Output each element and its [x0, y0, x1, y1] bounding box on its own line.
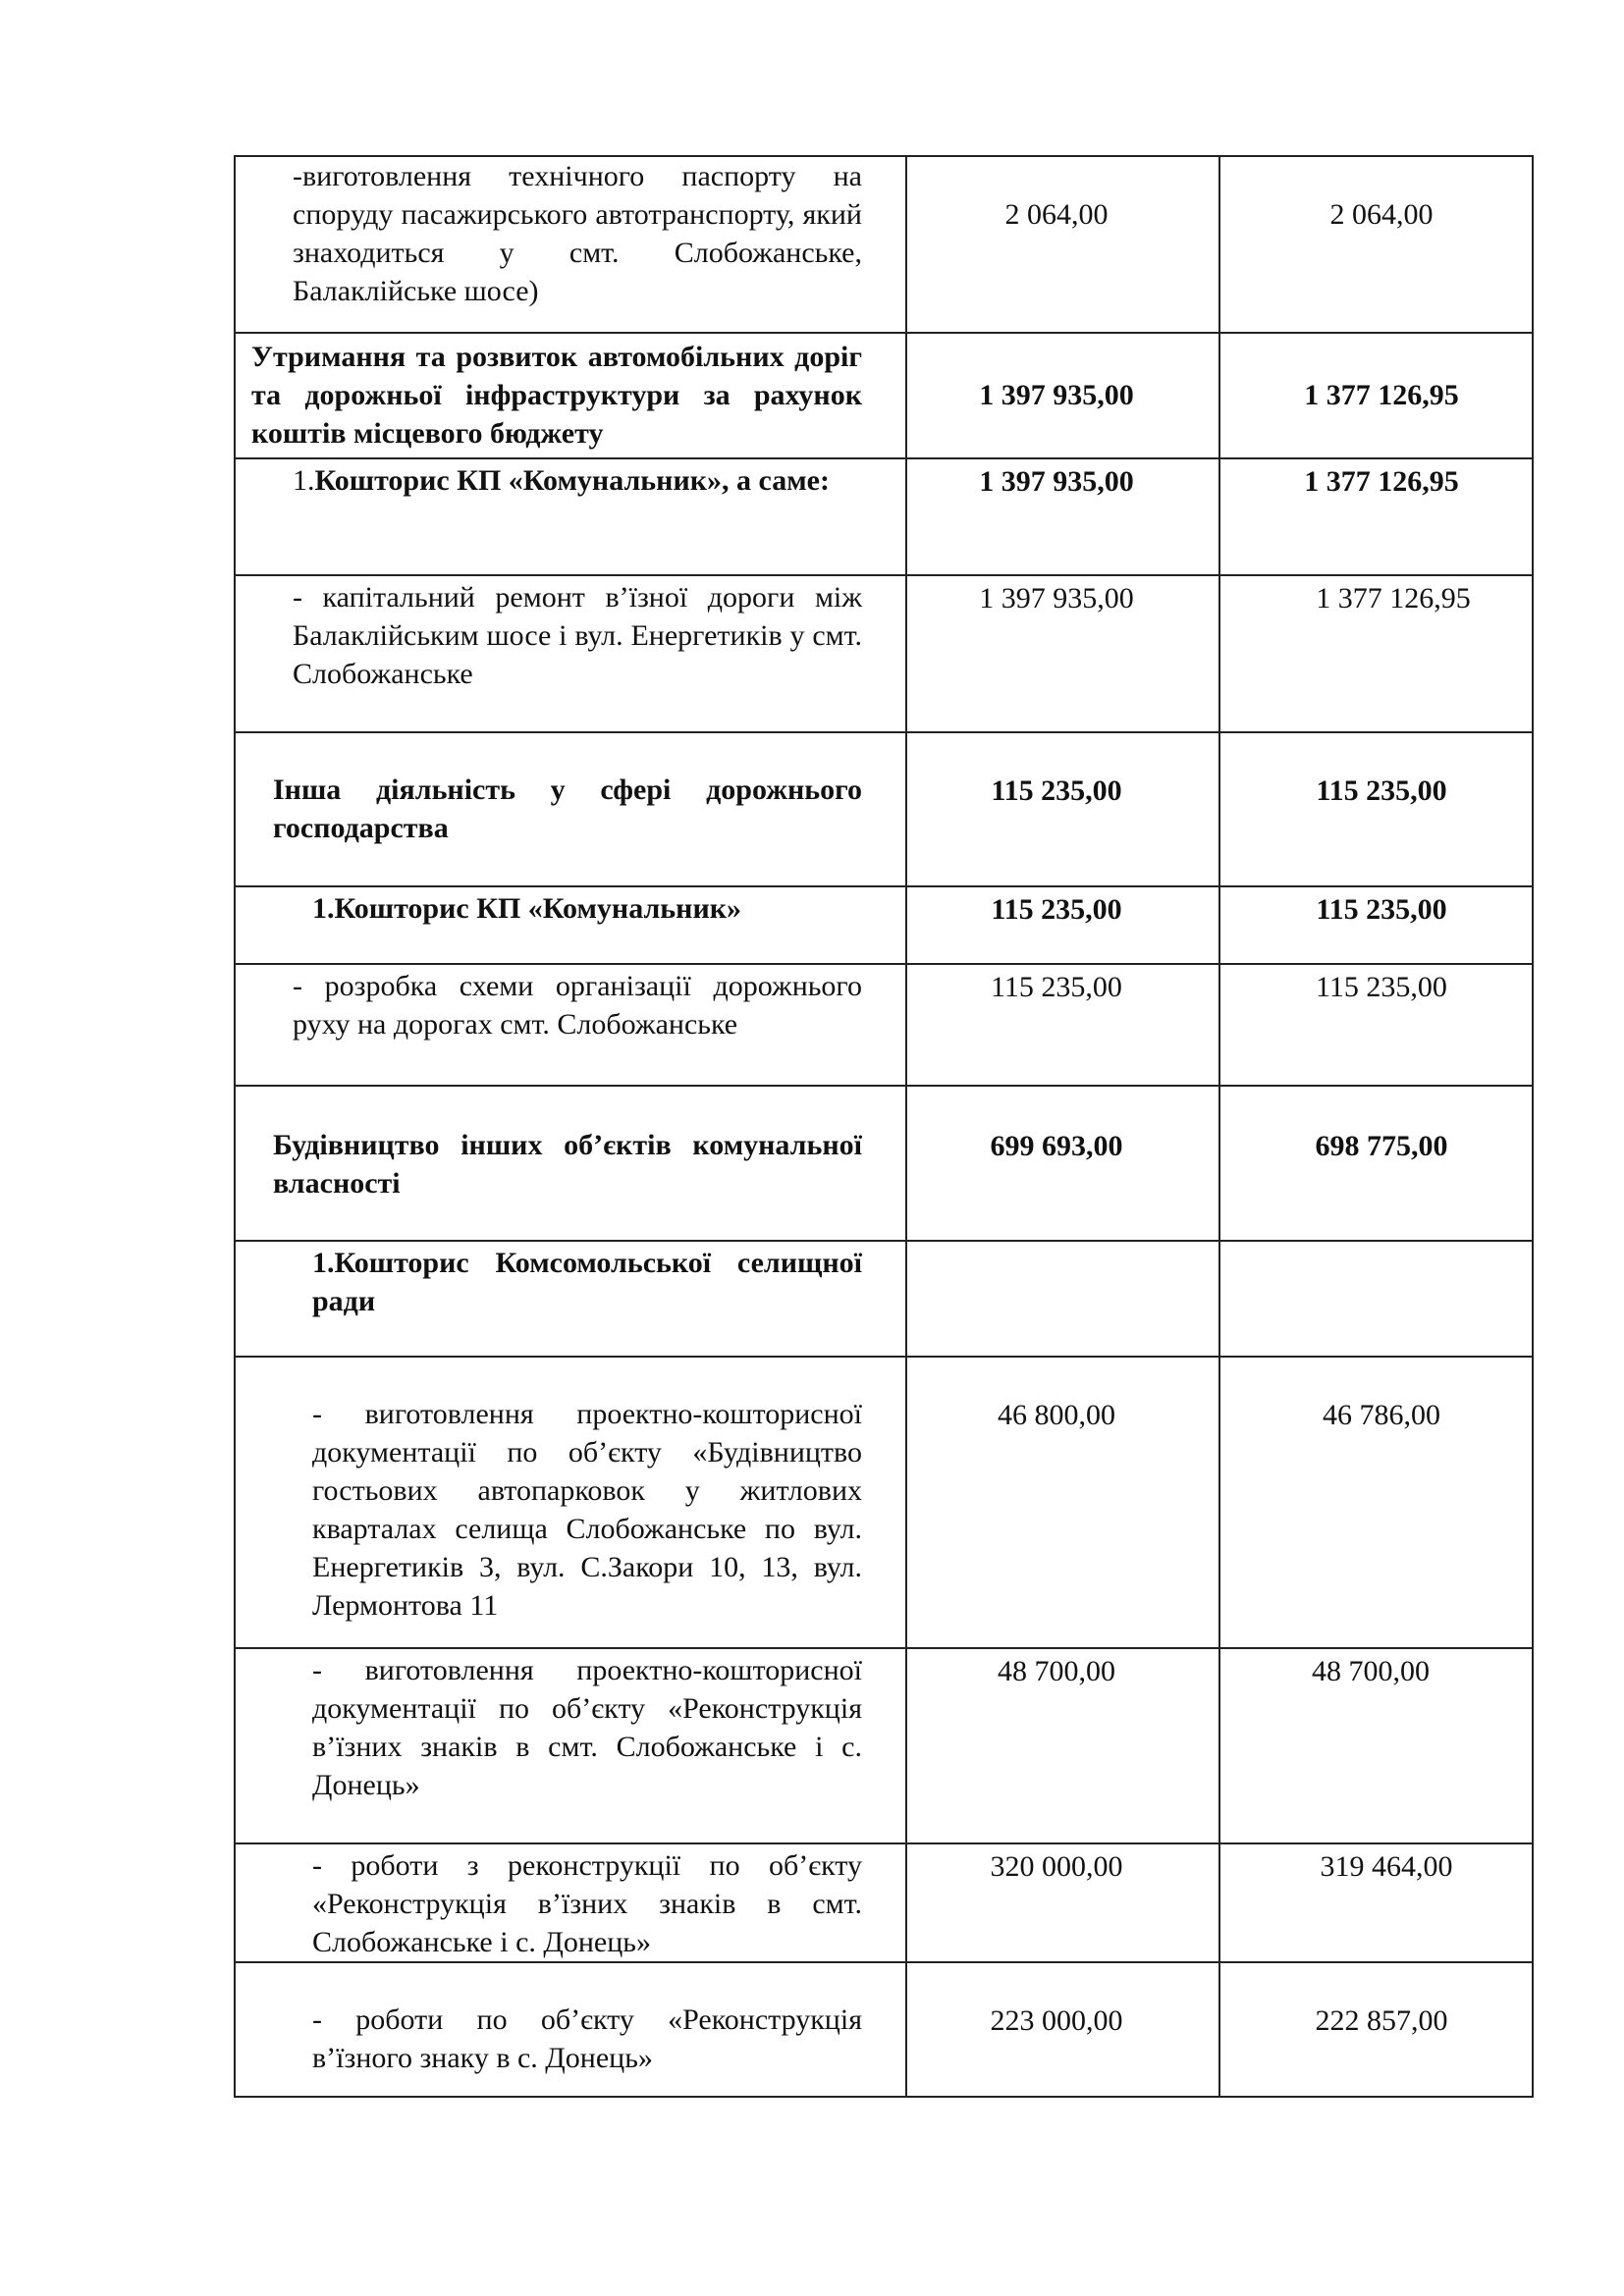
row-description: - роботи по об’єкту «Реконструкція в’їзного знаку в с. Донець» [312, 2003, 862, 2074]
plan-amount: 46 800,00 [998, 1399, 1115, 1431]
plan-amount-cell [906, 575, 1219, 732]
fact-amount-cell [1219, 1357, 1533, 1648]
table-row [235, 1357, 1533, 1648]
table-row [235, 886, 1533, 964]
row-description-cell [235, 886, 906, 964]
row-description-cell [235, 964, 906, 1086]
row-description: - розробка схеми організації дорожнього руху на дорогах смт. Слобожанське [293, 970, 862, 1041]
row-description-cell [235, 156, 906, 333]
row-description-cell [235, 732, 906, 886]
fact-amount: 48 700,00 [1312, 1655, 1430, 1687]
plan-amount-cell [906, 1357, 1219, 1648]
fact-amount-cell [1219, 1241, 1533, 1357]
section-heading: Інша діяльність у сфері дорожнього господарства [273, 774, 862, 844]
plan-amount-cell [906, 333, 1219, 458]
subsection-heading: 1.Кошторис Комсомольської селищної ради [312, 1247, 862, 1317]
fact-amount: 698 775,00 [1315, 1130, 1448, 1162]
section-heading: Утримання та розвиток автомобільних доріг та дорожньої інфраструктури за рахунок коштів місцевого бюджету [251, 341, 862, 450]
table-row [235, 1843, 1533, 1962]
subsection-heading [236, 459, 862, 500]
plan-amount-cell [906, 732, 1219, 886]
subsection-title: Кошторис КП «Комунальник», а саме: [314, 464, 830, 497]
section-heading: Будівництво інших об’єктів комунальної власності [273, 1129, 862, 1200]
table-row [235, 1648, 1533, 1843]
table-row [235, 575, 1533, 732]
table-row [235, 156, 1533, 333]
plan-amount-cell [906, 964, 1219, 1086]
row-description-cell [235, 1648, 906, 1843]
row-description-cell [235, 1241, 906, 1357]
table-row [235, 333, 1533, 458]
fact-amount-cell [1219, 333, 1533, 458]
plan-amount: 223 000,00 [990, 2004, 1123, 2037]
row-description-cell [235, 333, 906, 458]
table-row [235, 458, 1533, 575]
table-row [235, 1962, 1533, 2097]
table-row [235, 964, 1533, 1086]
fact-amount-cell [1219, 156, 1533, 333]
plan-amount-cell [906, 886, 1219, 964]
plan-amount: 1 397 935,00 [979, 465, 1134, 498]
row-description: - капітальний ремонт в’їзної дороги між Балаклійським шосе і вул. Енергетиків у смт. Слобожанське [293, 581, 862, 690]
row-description: - виготовлення проектно-кошторисної документації по об’єкту «Будівництво гостьових автопарковок у житлових кварталах селища Слобожанське по вул. Енергетиків 3, вул. С.Закори 10, 13, вул. Лермонтова 11 [312, 1398, 862, 1622]
plan-amount: 1 397 935,00 [979, 582, 1134, 614]
plan-amount: 115 235,00 [991, 971, 1122, 1003]
fact-amount-cell [1219, 964, 1533, 1086]
plan-amount-cell [906, 1241, 1219, 1357]
table-row [235, 1241, 1533, 1357]
fact-amount: 115 235,00 [1316, 893, 1447, 926]
fact-amount-cell [1219, 1648, 1533, 1843]
plan-amount: 115 235,00 [991, 774, 1122, 807]
fact-amount-cell [1219, 1843, 1533, 1962]
table-row [235, 1086, 1533, 1241]
plan-amount-cell [906, 1962, 1219, 2097]
fact-amount-cell [1219, 1962, 1533, 2097]
row-description: - виготовлення проектно-кошторисної документації по об’єкту «Реконструкція в’їзних знаків в смт. Слобожанське і с. Донець» [312, 1654, 862, 1801]
row-description-cell [235, 1086, 906, 1241]
plan-amount-cell [906, 1086, 1219, 1241]
fact-amount-cell [1219, 458, 1533, 575]
plan-amount: 320 000,00 [990, 1850, 1123, 1883]
fact-amount-cell [1219, 886, 1533, 964]
plan-amount-cell [906, 458, 1219, 575]
plan-amount-cell [906, 1843, 1219, 1962]
table-row [235, 732, 1533, 886]
plan-amount: 1 397 935,00 [979, 379, 1134, 411]
fact-amount: 1 377 126,95 [1304, 465, 1459, 498]
budget-table [234, 155, 1534, 2098]
row-description-cell [235, 458, 906, 575]
row-description-cell [235, 1357, 906, 1648]
row-description-cell [235, 1843, 906, 1962]
plan-amount: 115 235,00 [991, 893, 1122, 926]
fact-amount: 46 786,00 [1323, 1399, 1440, 1431]
fact-amount: 1 377 126,95 [1304, 379, 1459, 411]
row-description: - роботи з реконструкції по об’єкту «Реконструкція в’їзних знаків в смт. Слобожанське і с. Донець» [312, 1849, 862, 1958]
fact-amount: 2 064,00 [1329, 198, 1434, 231]
fact-amount-cell [1219, 732, 1533, 886]
plan-amount: 48 700,00 [998, 1655, 1115, 1687]
fact-amount: 115 235,00 [1316, 971, 1447, 1003]
fact-amount: 319 464,00 [1320, 1850, 1453, 1883]
fact-amount: 115 235,00 [1316, 774, 1447, 807]
fact-amount-cell [1219, 1086, 1533, 1241]
row-description-cell [235, 575, 906, 732]
row-description-cell [235, 1962, 906, 2097]
plan-amount-cell [906, 1648, 1219, 1843]
plan-amount-cell [906, 156, 1219, 333]
subsection-heading: 1.Кошторис КП «Комунальник» [312, 892, 742, 925]
fact-amount: 1 377 126,95 [1316, 582, 1471, 614]
plan-amount: 699 693,00 [990, 1130, 1123, 1162]
fact-amount-cell [1219, 575, 1533, 732]
plan-amount: 2 064,00 [1004, 198, 1109, 231]
fact-amount: 222 857,00 [1315, 2004, 1448, 2037]
subsection-number: 1. [293, 464, 315, 497]
row-description: -виготовлення технічного паспорту на споруду пасажирського автотранспорту, який знаходиться у смт. Слобожанське, Балаклійське шосе) [293, 160, 862, 307]
